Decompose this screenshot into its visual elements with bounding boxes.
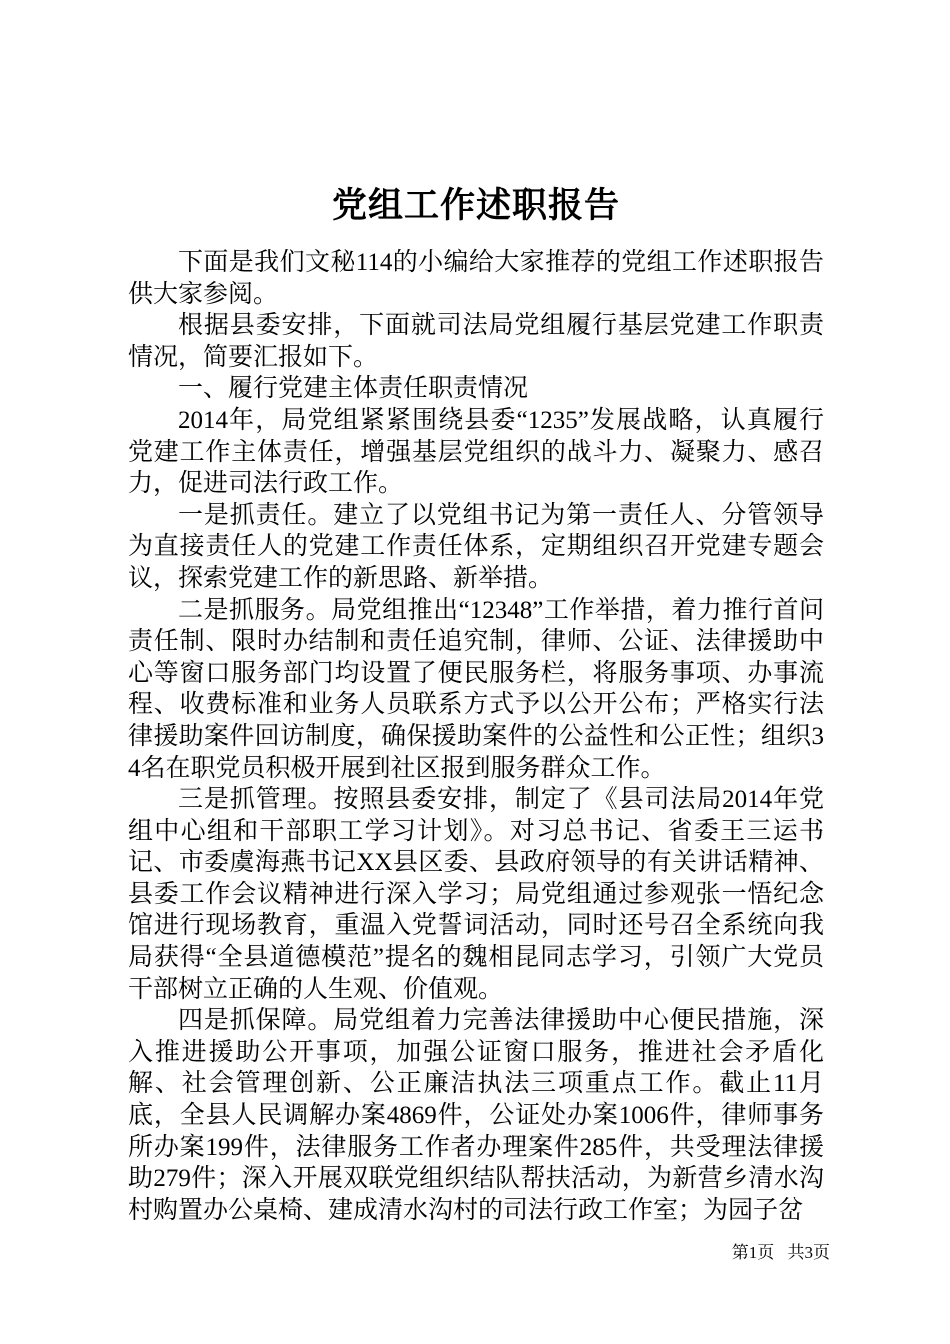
document-title: 党组工作述职报告 [331,186,620,225]
intro-paragraph: 下面是我们文秘114的小编给大家推荐的党组工作述职报告供大家参阅。 [128,249,824,308]
paragraph: 三是抓管理。按照县委安排，制定了《县司法局2014年党组中心组和干部职工学习计划》。对习总书记、省委王三运书记、市委虞海燕书记XX县区委、县政府领导的有关讲话精神、县委工作会议精神进行深入学习；局党组通过参观张一悟纪念馆进行现场教育，重温入党誓词活动，同时还号召全系统向我局获得“全县道德模范”提名的魏相昆同志学习，引领广大党员干部树立正确的人生观、价值观。 [128,786,824,1003]
page-footer [732,1242,830,1264]
document-body [128,247,824,1226]
current-page-label: 第1页 [731,1243,775,1262]
paragraph: 2014年，局党组紧紧围绕县委“1235”发展战略，认真履行党建工作主体责任，增强基层党组织的战斗力、凝聚力、感召力，促进司法行政工作。 [128,406,824,498]
section-heading: 一、履行党建主体责任职责情况 [178,375,529,403]
opening-paragraph: 根据县委安排，下面就司法局党组履行基层党建工作职责情况，简要汇报如下。 [128,312,824,371]
paragraph: 一是抓责任。建立了以党组书记为第一责任人、分管领导为直接责任人的党建工作责任体系，定期组织召开党建专题会议，探索党建工作的新思路、新举措。 [128,501,824,592]
paragraph: 二是抓服务。局党组推出“12348”工作举措，着力推行首问责任制、限时办结制和责任追究制，律师、公证、法律援助中心等窗口服务部门均设置了便民服务栏，将服务事项、办事流程、收费标准和业务人员联系方式予以公开公布；严格实行法律援助案件回访制度，确保援助案件的公益性和公正性；组织34名在职党员积极开展到社区报到服务群众工作。 [128,596,824,782]
total-pages-label: 共3页 [787,1243,830,1262]
paragraph: 四是抓保障。局党组着力完善法律援助中心便民措施，深入推进援助公开事项，加强公证窗口服务，推进社会矛盾化解、社会管理创新、公正廉洁执法三项重点工作。截止11月底，全县人民调解办案4869件，公证处办案1006件，律师事务所办案199件，法律服务工作者办理案件285件，共受理法律援助279件；深入开展双联党组织结队帮扶活动，为新营乡清水沟村购置办公桌椅、建成清水沟村的司法行政工作室；为园子岔 [128,1007,824,1224]
